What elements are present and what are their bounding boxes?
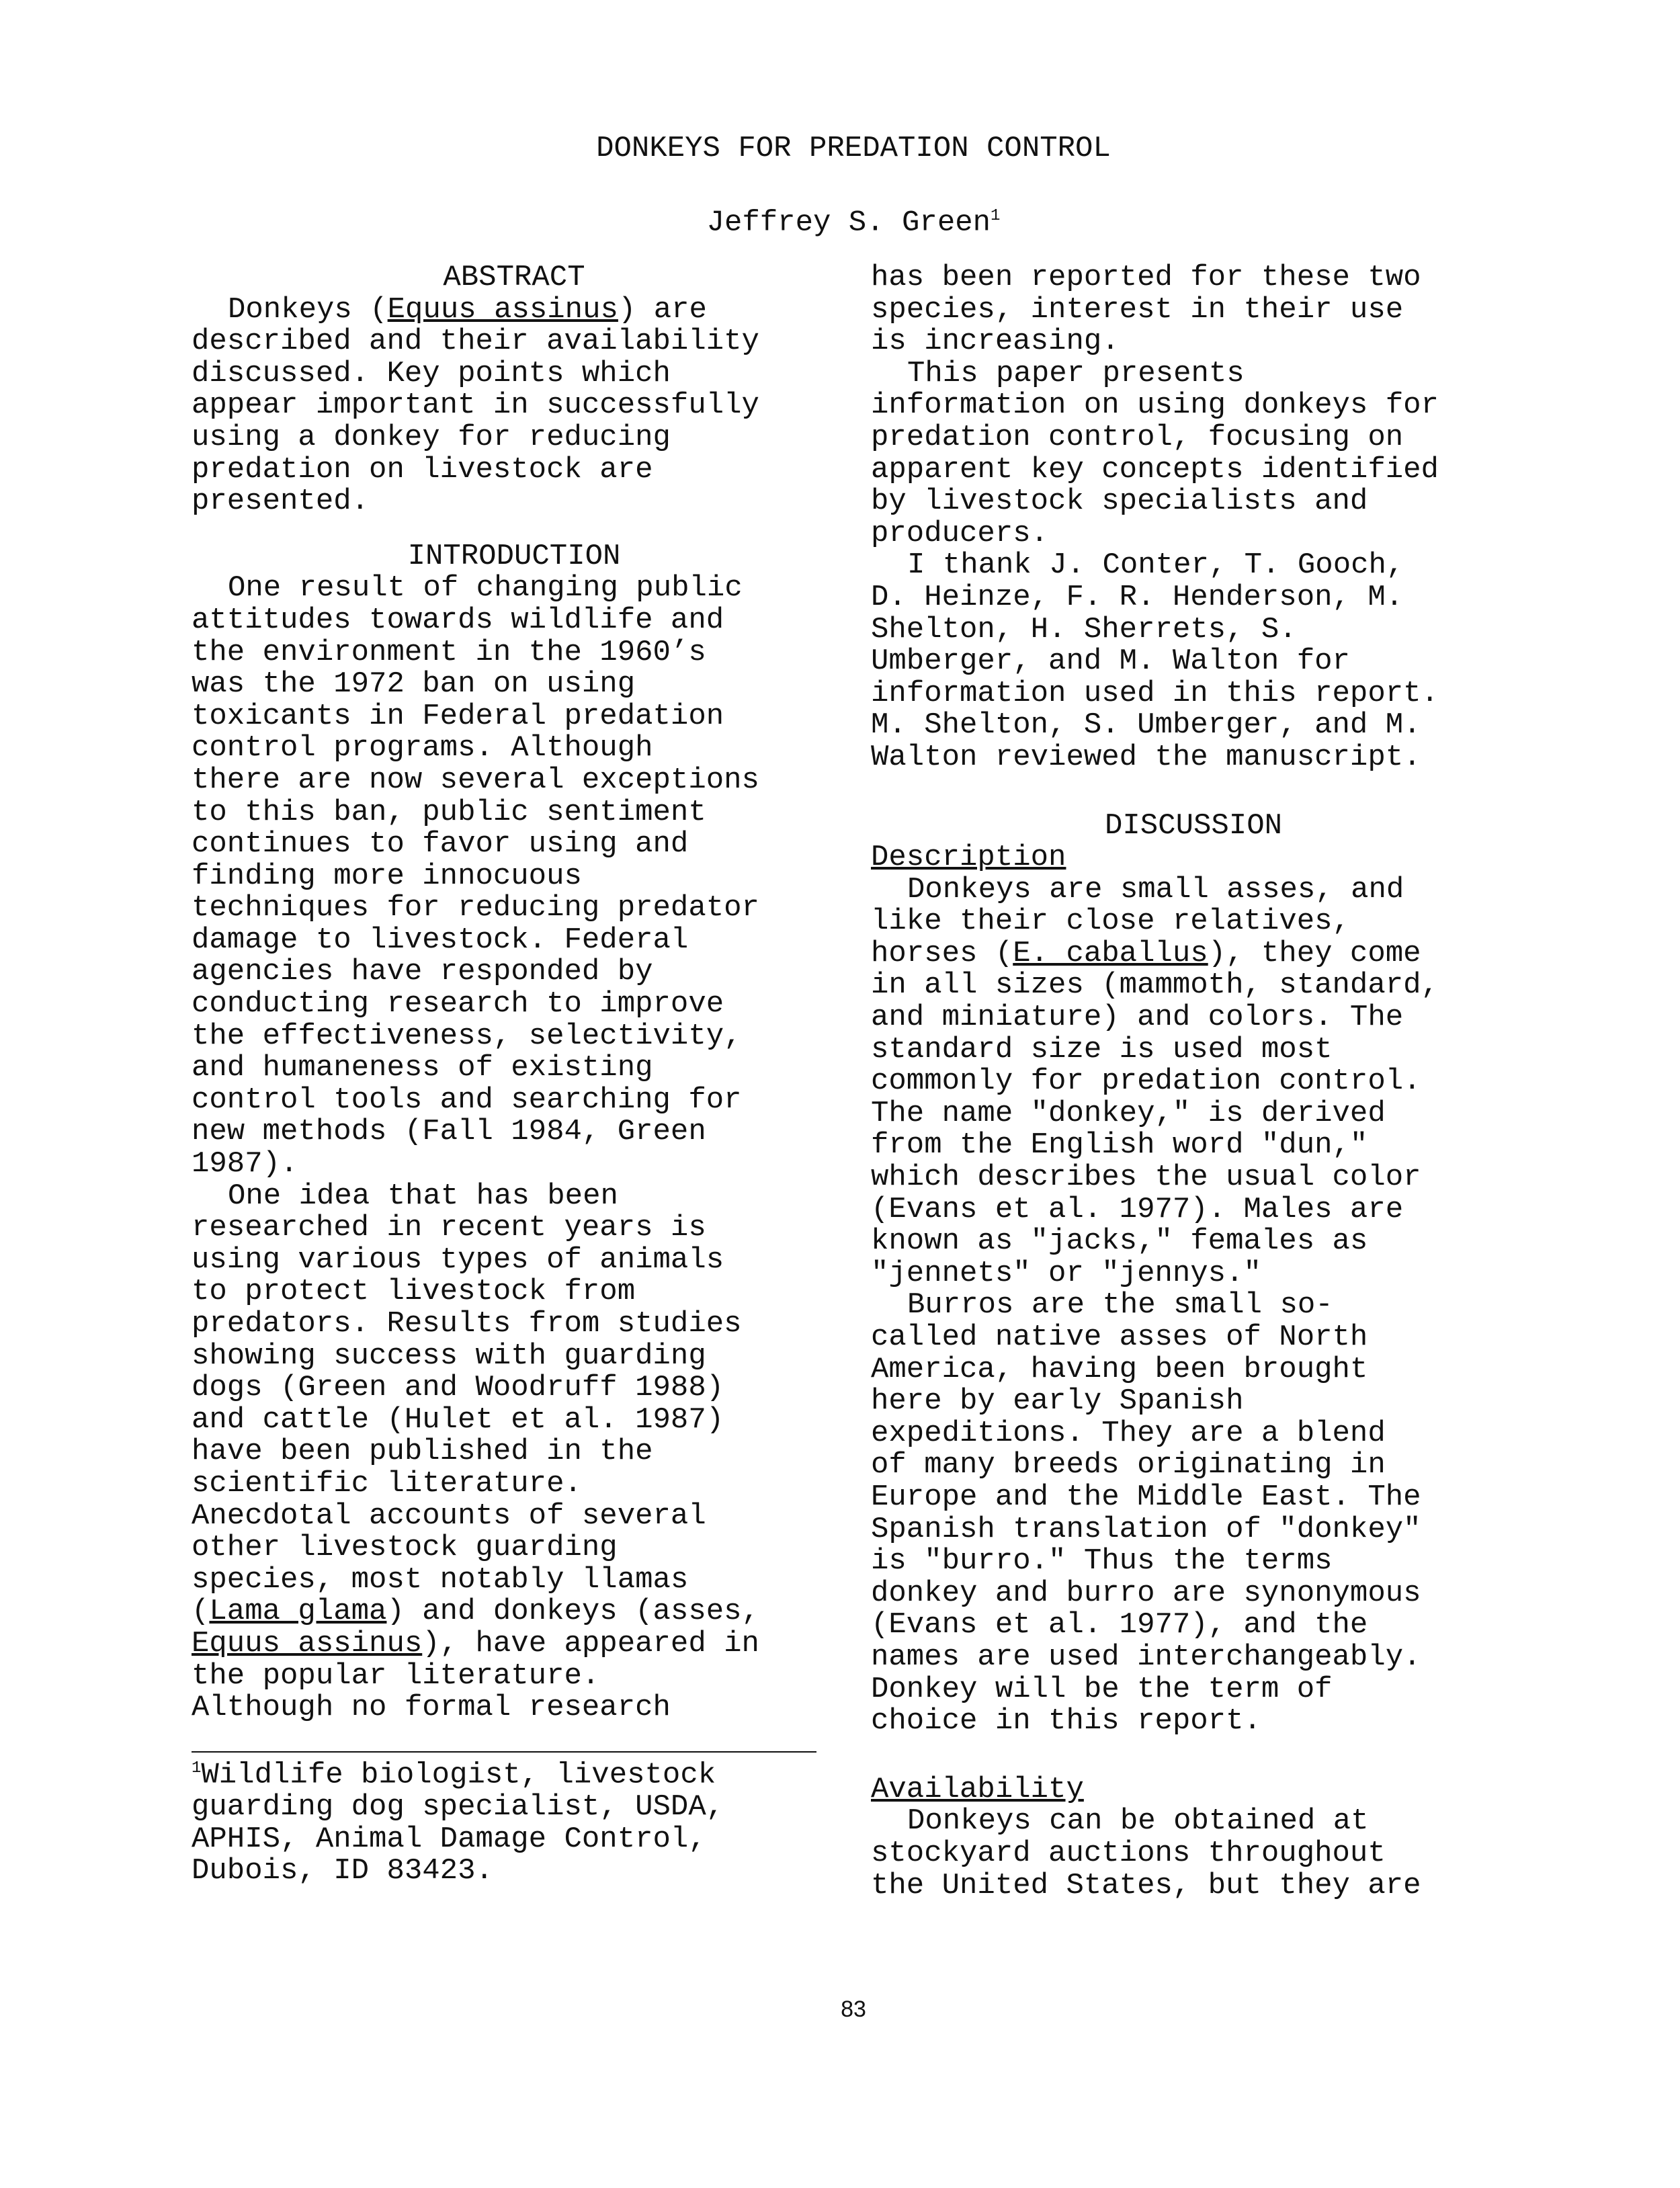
author-footnote-mark: 1 bbox=[991, 207, 1001, 225]
footnote-text: Wildlife biologist, livestock guarding dog specialist, USDA, APHIS, Animal Damage Control, Dubois, ID 83423. bbox=[192, 1758, 724, 1888]
author-name: Jeffrey S. Green bbox=[706, 206, 991, 240]
intro-p2-text-b: ) and donkeys (asses, bbox=[386, 1595, 759, 1629]
author-line bbox=[0, 200, 1680, 239]
species-name: Equus assinus bbox=[387, 292, 618, 327]
footnote-mark: 1 bbox=[192, 1759, 202, 1777]
intro-p2-text-c: ), have appeared in the popular literature. Although no formal research bbox=[192, 1626, 759, 1725]
page-number: 83 bbox=[841, 1996, 866, 2022]
description-subheading: Description bbox=[871, 841, 1066, 875]
acknowledgements-paragraph bbox=[871, 550, 1516, 773]
availability-paragraph-1 bbox=[871, 1806, 1516, 1902]
intro-p2-text-a: One idea that has been researched in recent years is using various types of animals to protect livestock from predators. Results from studies showing success with guarding dogs (Green and Woodruff 1988) and cattle (Hulet et al. 1987) have been published in the scientific literature. Anecdotal accounts of several other livestock guarding species, most notably llamas ( bbox=[192, 1179, 742, 1629]
description-p1-text-a: Donkeys are small asses, and like their close relatives, horses ( bbox=[871, 872, 1404, 970]
description-paragraph-1 bbox=[871, 874, 1516, 1290]
availability-p1-text: Donkeys can be obtained at stockyard auctions throughout the United States, but they are bbox=[871, 1804, 1421, 1902]
species-name: Equus assinus bbox=[192, 1626, 423, 1660]
description-p1-text-b: ), they come in all sizes (mammoth, standard, and miniature) and colors. The standard size is used most commonly for predation control. The name "donkey," is derived from the English word "dun," which describes the usual color (Evans et al. 1977). Males are known as "jacks," females as "jennets" or "jennys." bbox=[871, 936, 1439, 1290]
introduction-heading: INTRODUCTION bbox=[407, 539, 621, 573]
intro-paragraph-2-continued: has been reported for these two species, interest in their use is increasing. bbox=[871, 261, 1421, 359]
abstract-paragraph bbox=[192, 294, 837, 518]
intro-p1-text: One result of changing public attitudes towards wildlife and the environment in the 1960’s was the 1972 ban on using toxicants in Federal predation control programs. Although there are now several exceptions to this ban, public sentiment continues to favor using and finding more innocuous techniques for reducing predator damage to livestock. Federal agencies have responded by conducting research to improve the effectiveness, selectivity, and humaneness of existing control tools and searching for new methods (Fall 1984, Green 1987). bbox=[192, 571, 759, 1181]
discussion-heading: DISCUSSION bbox=[1104, 808, 1283, 843]
page-title: DONKEYS FOR PREDATION CONTROL bbox=[596, 132, 1111, 165]
intro-paragraph-2 bbox=[192, 1181, 837, 1724]
intro-p3-text: This paper presents information on using donkeys for predation control, focusing on apparent key concepts identified by livestock specialists and producers. bbox=[871, 356, 1439, 550]
left-column bbox=[192, 262, 837, 1888]
abstract-text-start: Donkeys ( bbox=[228, 292, 388, 327]
acknowledgements-text: I thank J. Conter, T. Gooch, D. Heinze, F. R. Henderson, M. Shelton, H. Sherrets, S. Umberger, and M. Walton for information used in this report. M. Shelton, S. Umberger, and M. Walton reviewed the manuscript. bbox=[871, 548, 1439, 774]
species-name: E. caballus bbox=[1013, 936, 1208, 970]
availability-subheading: Availability bbox=[871, 1772, 1084, 1806]
species-name: Lama glama bbox=[209, 1595, 387, 1629]
description-paragraph-2 bbox=[871, 1290, 1516, 1737]
footnote bbox=[192, 1753, 837, 1888]
abstract-text-mid: ) are bbox=[618, 292, 707, 327]
abstract-heading: ABSTRACT bbox=[443, 261, 585, 294]
intro-paragraph-1 bbox=[192, 573, 837, 1180]
right-column bbox=[871, 262, 1516, 1902]
intro-paragraph-3 bbox=[871, 358, 1516, 550]
description-p2-text: Burros are the small so- called native asses of North America, having been brought here by early Spanish expeditions. They are a blend of many breeds originating in Europe and the Middle East. The Spanish translation of "donkey" is "burro." Thus the terms donkey and burro are synonymous (Evans et al. 1977), and the names are used interchangeably. Donkey will be the term of choice in this report. bbox=[871, 1288, 1421, 1738]
abstract-text-rest: described and their availability discussed. Key points which appear important in successfully using a donkey for reducing predation on livestock are presented. bbox=[192, 325, 759, 519]
